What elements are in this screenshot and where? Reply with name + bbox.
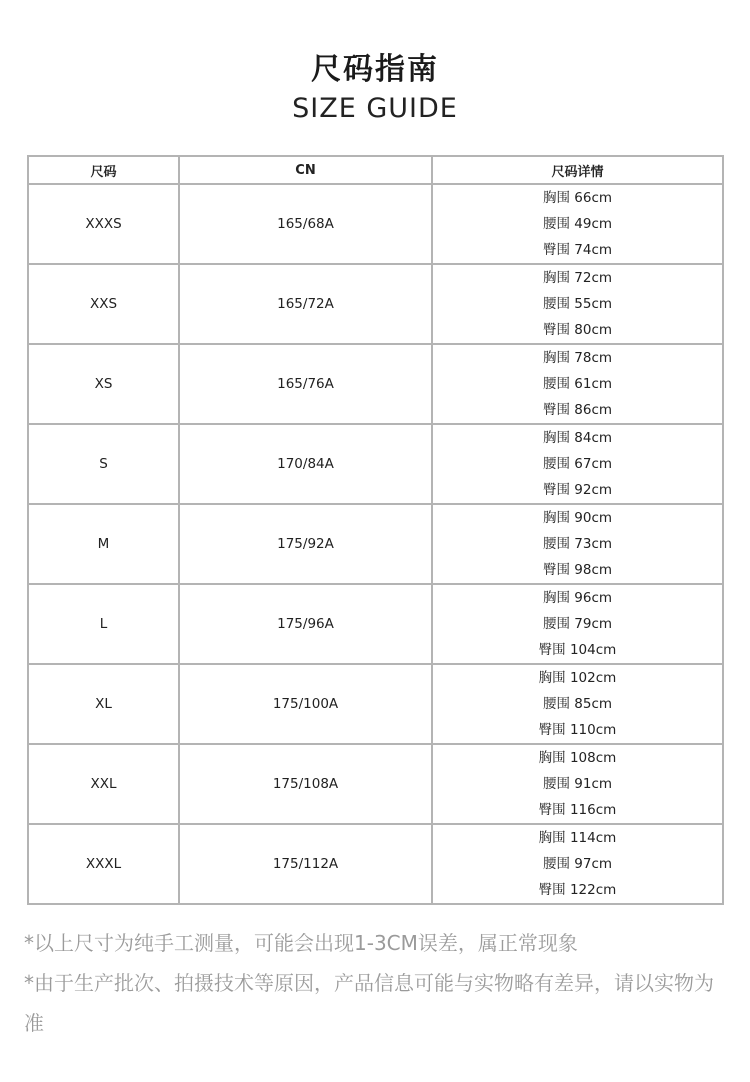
table-row <box>28 664 723 744</box>
size-table <box>27 155 724 905</box>
size-cell: XXXL <box>28 824 179 904</box>
cn-size-cell: 165/68A <box>179 184 432 264</box>
measurement-line: 胸围 84cm <box>542 430 613 446</box>
cn-size-cell: 175/112A <box>179 824 432 904</box>
cn-size-cell: 170/84A <box>179 424 432 504</box>
measurement-line: 胸围 114cm <box>538 830 617 846</box>
measurement-line: 胸围 96cm <box>542 590 613 606</box>
cn-size-cell: 165/72A <box>179 264 432 344</box>
details-cell <box>432 584 723 664</box>
measurement-line: 腰围 55cm <box>542 296 613 312</box>
note-2: *由于生产批次、拍摄技术等原因，产品信息可能与实物略有差异，请以实物为准 <box>24 971 714 1035</box>
cn-size-cell: 175/96A <box>179 584 432 664</box>
measurement-line: 胸围 90cm <box>542 510 613 526</box>
details-cell <box>432 344 723 424</box>
cn-size-cell: 175/108A <box>179 744 432 824</box>
measurement-line: 腰围 91cm <box>542 776 613 792</box>
measurement-line: 臀围 86cm <box>542 402 613 418</box>
details-cell <box>432 664 723 744</box>
page-subtitle: SIZE GUIDE <box>292 93 458 124</box>
measurement-line: 臀围 116cm <box>538 802 617 818</box>
measurement-line: 胸围 102cm <box>538 670 617 686</box>
measurement-line: 臀围 74cm <box>542 242 613 258</box>
table-row <box>28 264 723 344</box>
measurement-line: 胸围 72cm <box>542 270 613 286</box>
table-row <box>28 184 723 264</box>
notes <box>24 923 724 1043</box>
details-cell <box>432 264 723 344</box>
note-1: *以上尺寸为纯手工测量，可能会出现1-3CM误差，属正常现象 <box>24 931 578 955</box>
measurement-line: 臀围 110cm <box>538 722 617 738</box>
table-header-row <box>28 156 723 184</box>
header-size: 尺码 <box>28 156 179 184</box>
header-details: 尺码详情 <box>432 156 723 184</box>
cn-size-cell: 175/92A <box>179 504 432 584</box>
size-cell: S <box>28 424 179 504</box>
measurement-line: 胸围 78cm <box>542 350 613 366</box>
measurement-line: 胸围 66cm <box>542 190 613 206</box>
size-cell: XL <box>28 664 179 744</box>
page-title: 尺码指南 <box>311 52 439 87</box>
measurement-line: 腰围 61cm <box>542 376 613 392</box>
cn-size-cell: 165/76A <box>179 344 432 424</box>
details-cell <box>432 424 723 504</box>
measurement-line: 腰围 73cm <box>542 536 613 552</box>
measurement-line: 臀围 122cm <box>538 882 617 898</box>
cn-size-cell: 175/100A <box>179 664 432 744</box>
details-cell <box>432 744 723 824</box>
table-row <box>28 424 723 504</box>
size-cell: XXL <box>28 744 179 824</box>
measurement-line: 臀围 80cm <box>542 322 613 338</box>
measurement-line: 腰围 67cm <box>542 456 613 472</box>
table-row <box>28 744 723 824</box>
details-cell <box>432 184 723 264</box>
table-row <box>28 824 723 904</box>
measurement-line: 腰围 85cm <box>542 696 613 712</box>
table-row <box>28 504 723 584</box>
measurement-line: 胸围 108cm <box>538 750 617 766</box>
measurement-line: 腰围 79cm <box>542 616 613 632</box>
size-cell: L <box>28 584 179 664</box>
measurement-line: 腰围 97cm <box>542 856 613 872</box>
measurement-line: 臀围 98cm <box>542 562 613 578</box>
size-cell: M <box>28 504 179 584</box>
size-cell: XXS <box>28 264 179 344</box>
table-row <box>28 344 723 424</box>
measurement-line: 臀围 104cm <box>538 642 617 658</box>
size-cell: XS <box>28 344 179 424</box>
header-cn: CN <box>179 156 432 184</box>
measurement-line: 腰围 49cm <box>542 216 613 232</box>
size-cell: XXXS <box>28 184 179 264</box>
details-cell <box>432 824 723 904</box>
measurement-line: 臀围 92cm <box>542 482 613 498</box>
details-cell <box>432 504 723 584</box>
table-row <box>28 584 723 664</box>
